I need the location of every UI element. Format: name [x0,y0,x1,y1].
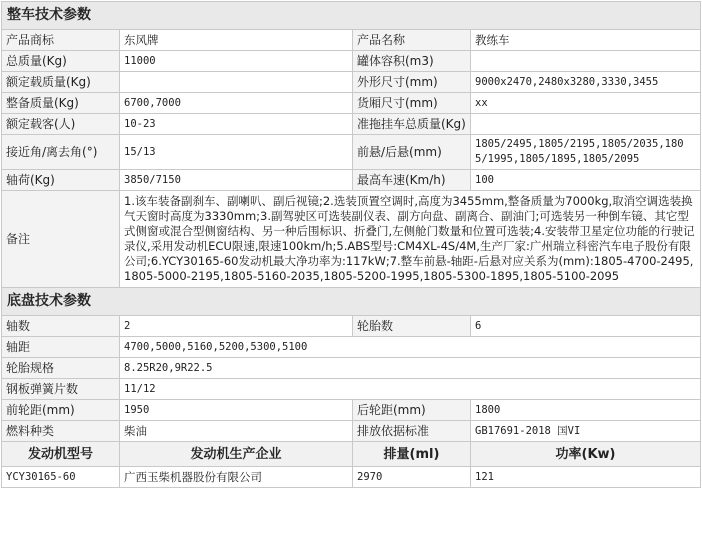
gross-mass-label: 总质量(Kg) [2,51,120,72]
trailer-mass-value [471,114,701,135]
tank-volume-label: 罐体容积(m3) [353,51,471,72]
rated-load-label: 额定载质量(Kg) [2,72,120,93]
cargo-dim-label: 货厢尺寸(mm) [353,93,471,114]
fuel-value: 柴油 [120,421,353,442]
axle-load-value: 3850/7150 [120,170,353,191]
front-track-label: 前轮距(mm) [2,400,120,421]
leaf-spring-label: 钢板弹簧片数 [2,379,120,400]
dimensions-value: 9000x2470,2480x3280,3330,3455 [471,72,701,93]
tires-value: 6 [471,316,701,337]
rear-track-value: 1800 [471,400,701,421]
engine-maker-value: 广西玉柴机器股份有限公司 [120,467,353,488]
trailer-mass-label: 准拖挂车总质量(Kg) [353,114,471,135]
cargo-dim-value: xx [471,93,701,114]
brand-label: 产品商标 [2,30,120,51]
dimensions-label: 外形尺寸(mm) [353,72,471,93]
displacement-header: 排量(ml) [353,442,471,467]
engine-maker-header: 发动机生产企业 [120,442,353,467]
notes-label: 备注 [2,191,120,288]
axles-value: 2 [120,316,353,337]
rated-load-value [120,72,353,93]
notes-value: 1.该车装备副刹车、副喇叭、副后视镜;2.选装顶置空调时,高度为3455mm,整备质量为7000kg,取消空调选装换气天窗时高度为3330mm;3.副驾驶区可选装副仪表、副方向盘、副离合、副油门;可选装另一种倒车镜、其它型式侧窗或混合型侧窗结构、另一种后围标识、折叠门,左侧舱门数量和位置可选装;4.安装带卫星定位功能的行驶记录仪,采用发动机ECU限速,限速100km/h;5.ABS型号:CM4XL-4S/4M,生产厂家:广州瑞立科密汽车电子股份有限公司;6.YCY30165-60发动机最大净功率为:117kW;7.整车前悬-轴距-后悬对应关系为(mm):1805-4700-2495,1805-5000-2195,1805-5160-2035,1805-5200-1995,1805-5300-1895,1805-5100-2095 [120,191,701,288]
chassis-section-title: 底盘技术参数 [2,288,701,316]
power-value: 121 [471,467,701,488]
brand-value: 东风牌 [120,30,353,51]
curb-mass-label: 整备质量(Kg) [2,93,120,114]
curb-mass-value: 6700,7000 [120,93,353,114]
engine-model-value: YCY30165-60 [2,467,120,488]
angles-value: 15/13 [120,135,353,170]
power-header: 功率(Kw) [471,442,701,467]
tires-label: 轮胎数 [353,316,471,337]
axle-load-label: 轴荷(Kg) [2,170,120,191]
vehicle-section-title: 整车技术参数 [2,2,701,30]
passengers-label: 额定载客(人) [2,114,120,135]
emission-value: GB17691-2018 国VI [471,421,701,442]
engine-model-header: 发动机型号 [2,442,120,467]
emission-label: 排放依据标准 [353,421,471,442]
tire-spec-label: 轮胎规格 [2,358,120,379]
leaf-spring-value: 11/12 [120,379,701,400]
gross-mass-value: 11000 [120,51,353,72]
tank-volume-value [471,51,701,72]
displacement-value: 2970 [353,467,471,488]
front-track-value: 1950 [120,400,353,421]
product-name-value: 教练车 [471,30,701,51]
overhang-label: 前悬/后悬(mm) [353,135,471,170]
wheelbase-value: 4700,5000,5160,5200,5300,5100 [120,337,701,358]
max-speed-value: 100 [471,170,701,191]
angles-label: 接近角/离去角(°) [2,135,120,170]
spec-table [1,1,701,488]
passengers-value: 10-23 [120,114,353,135]
product-name-label: 产品名称 [353,30,471,51]
axles-label: 轴数 [2,316,120,337]
fuel-label: 燃料种类 [2,421,120,442]
wheelbase-label: 轴距 [2,337,120,358]
overhang-value: 1805/2495,1805/2195,1805/2035,1805/1995,1805/1895,1805/2095 [471,135,701,170]
max-speed-label: 最高车速(Km/h) [353,170,471,191]
tire-spec-value: 8.25R20,9R22.5 [120,358,701,379]
rear-track-label: 后轮距(mm) [353,400,471,421]
